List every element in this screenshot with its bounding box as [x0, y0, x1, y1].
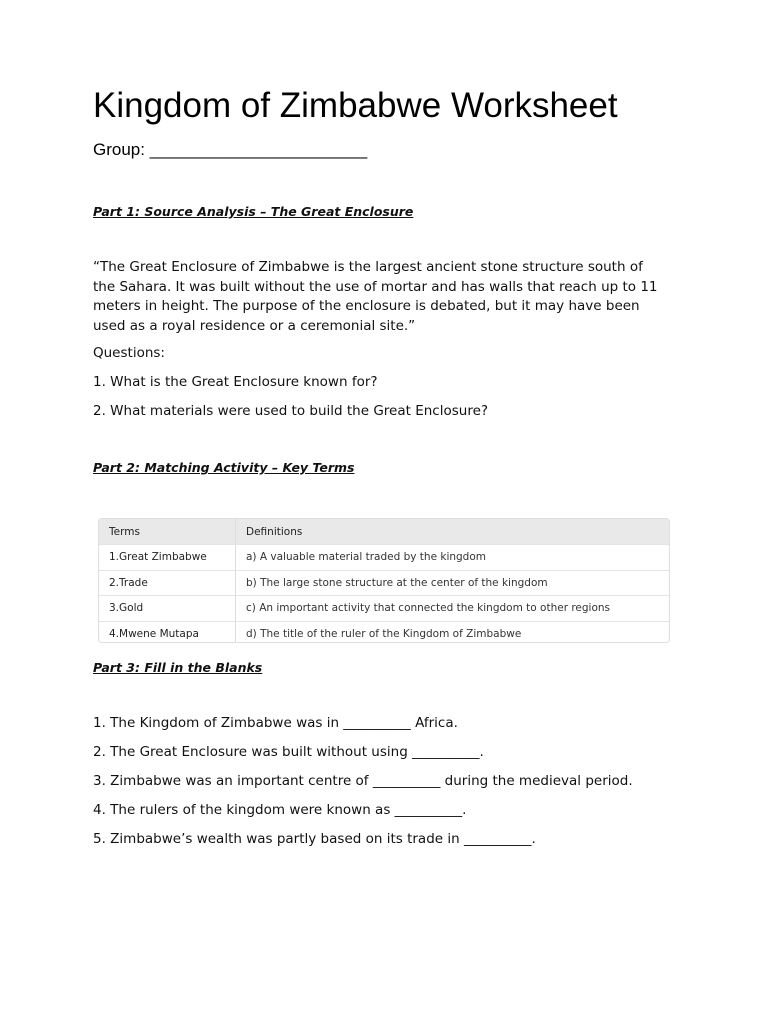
table-row [99, 545, 669, 571]
term-cell [99, 545, 236, 570]
question-item: 1. What is the Great Enclosure known for? [93, 374, 378, 390]
term-number: 4. [109, 628, 120, 641]
definition-cell: d) The title of the ruler of the Kingdom of Zimbabwe [246, 628, 522, 641]
source-quote: “The Great Enclosure of Zimbabwe is the largest ancient stone structure south of the Sahara. It was built without the use of mortar and has walls that reach up to 11 meters in height. The purpose of the enclosure is debated, but it may have been used as a royal residence or a ceremonial site.” [93, 259, 658, 334]
term-name: Gold [119, 602, 144, 615]
definition-cell: a) A valuable material traded by the kingdom [246, 551, 487, 564]
part1-heading: Part 1: Source Analysis – The Great Enclosure [93, 204, 414, 219]
header-terms: Terms [99, 519, 236, 544]
term-number: 3. [109, 602, 120, 615]
term-cell [99, 571, 236, 596]
worksheet-title: Kingdom of Zimbabwe Worksheet [93, 86, 618, 125]
term-name: Trade [119, 576, 148, 589]
fill-blank-item: 1. The Kingdom of Zimbabwe was in __________ Africa. [93, 715, 458, 731]
table-row [99, 571, 669, 597]
definition-cell: c) An important activity that connected the kingdom to other regions [246, 602, 611, 615]
term-name: Mwene Mutapa [119, 628, 199, 641]
term-number: 2. [109, 576, 120, 589]
fill-blank-item: 4. The rulers of the kingdom were known as __________. [93, 802, 467, 818]
part3-heading: Part 3: Fill in the Blanks [93, 660, 263, 675]
question-item: 2. What materials were used to build the Great Enclosure? [93, 403, 489, 419]
header-definitions: Definitions [246, 525, 303, 538]
table-row [99, 622, 669, 643]
group-line: Group: _______________________ [93, 140, 368, 159]
fill-blank-item: 5. Zimbabwe’s wealth was partly based on its trade in __________. [93, 831, 536, 847]
term-name: Great Zimbabwe [119, 551, 207, 564]
table-row [99, 596, 669, 622]
part2-heading: Part 2: Matching Activity – Key Terms [93, 460, 355, 475]
fill-blank-item: 2. The Great Enclosure was built without using __________. [93, 744, 484, 760]
fill-blank-item: 3. Zimbabwe was an important centre of __________ during the medieval period. [93, 773, 633, 789]
term-number: 1. [109, 551, 120, 564]
key-terms-table [98, 518, 670, 643]
term-cell [99, 622, 236, 643]
questions-label: Questions: [93, 345, 165, 361]
term-cell [99, 596, 236, 621]
definition-cell: b) The large stone structure at the center of the kingdom [246, 576, 548, 589]
table-header-row [99, 519, 669, 545]
